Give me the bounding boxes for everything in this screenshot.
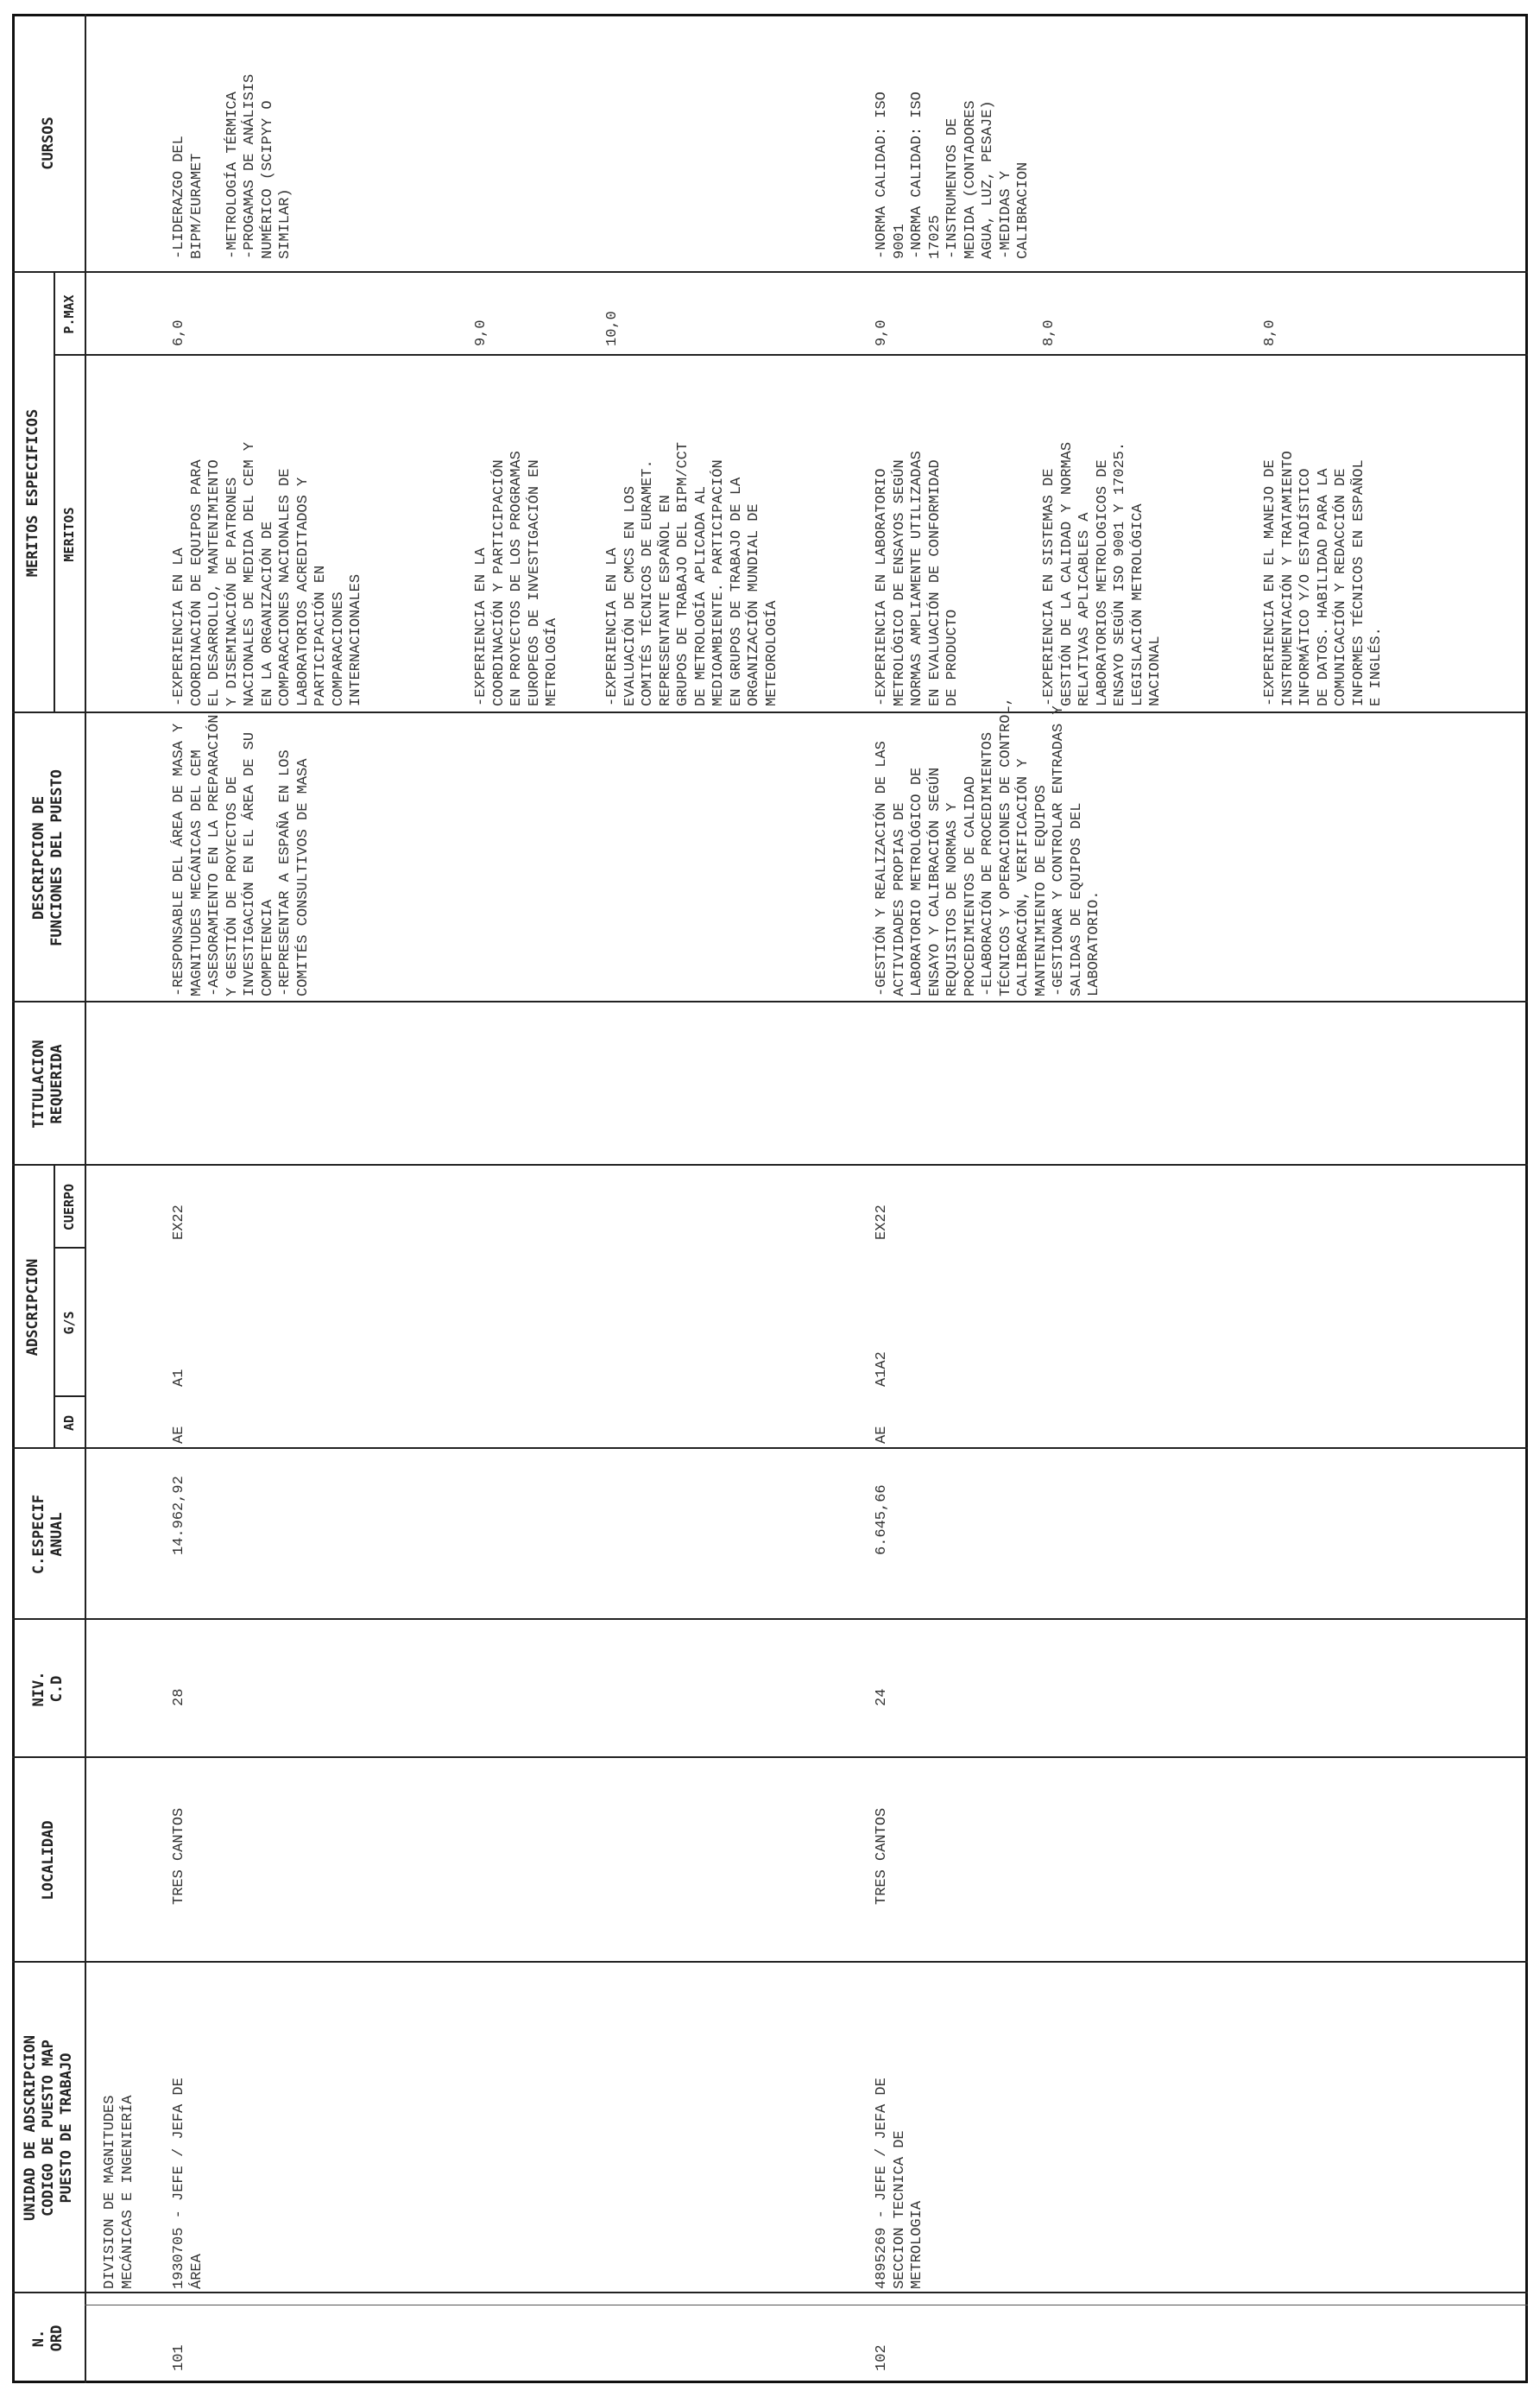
- row-101-merito-1: -EXPERIENCIA EN LA COORDINACIÓN DE EQUIPOS PARA EL DESARROLLO, MANTENIMIENTO Y DISEMINACIÓN DE PATRONES NACIONALES DE MEDIDA DEL CEM Y EN LA ORGANIZACIÓN DE COMPARACIONES NACIONALES DE LABORATORIOS ACREDITADOS Y PARTICIPACIÓN EN COMPARACIONES INTERNACIONALES: [171, 441, 364, 706]
- row-101-descripcion: -RESPONSABLE DEL ÁREA DE MASA Y MAGNITUDES MECÁNICAS DEL CEM -ASESORAMIENTO EN LA PREPARACIÓN Y GESTIÓN DE PROYECTOS DE INVESTIGACIÓN EN EL ÁREA DE SU COMPETENCIA -REPRESENTAR A ESPAÑA EN LOS COMITÉS CONSULTIVOS DE MASA: [171, 714, 312, 996]
- header-cursos: CURSOS: [39, 117, 57, 170]
- divider-n-ord: [12, 2292, 1528, 2293]
- divider-titulacion: [12, 1001, 1528, 1002]
- row-102-n-ord: 102: [874, 2344, 890, 2371]
- row-102-ad: AE: [874, 1426, 890, 1444]
- row-102-puesto: 4895269 - JEFE / JEFA DE SECCION TECNICA DE METROLOGIA: [874, 2078, 925, 2289]
- header-cuerpo: CUERPO: [60, 1183, 77, 1231]
- row-101-puesto: 1930705 - JEFE / JEFA DE ÁREA: [171, 2078, 205, 2289]
- divider-c-especif: [12, 1447, 1528, 1449]
- row-102-cuerpo: EX22: [874, 1205, 890, 1240]
- table-frame: [12, 14, 1528, 2383]
- row-101-gs: A1: [171, 1369, 187, 1387]
- row-102-pmax-1: 9,0: [874, 319, 890, 346]
- divider-meritos: [12, 271, 1528, 273]
- header-divider: [85, 14, 86, 2383]
- header-titulacion: TITULACION REQUERIDA: [30, 1040, 66, 1129]
- header-unit: UNIDAD DE ADSCRIPCION CODIGO DE PUESTO MAP PUESTO DE TRABAJO: [21, 2035, 75, 2221]
- row-102-merito-2: -EXPERIENCIA EN SISTEMAS DE GESTIÓN DE LA CALIDAD Y NORMAS RELATIVAS APLICABLES A LABORATORIOS METROLOGICOS DE ENSAYO SEGÚN ISO 9001 Y 17025. LEGISLACIÓN METROLÓGICA NACIONAL: [1041, 441, 1164, 706]
- row-101-localidad: TRES CANTOS: [171, 1807, 187, 1905]
- row-101-merito-2: -EXPERIENCIA EN LA COORDINACIÓN Y PARTICIPACIÓN EN PROYECTOS DE LOS PROGRAMAS EUROPEOS DE INVESTIGACIÓN EN METROLOGÍA: [473, 451, 560, 706]
- division-label: DIVISION DE MAGNITUDES MECÁNICAS E INGENIERÍA: [102, 2095, 136, 2289]
- row-102-pmax-2: 8,0: [1041, 319, 1057, 346]
- row-101-cuerpo: EX22: [171, 1205, 187, 1240]
- divider-descripcion: [12, 712, 1528, 713]
- divider-meritos-pmax: [54, 354, 1528, 356]
- header-localidad: LOCALIDAD: [39, 1820, 57, 1901]
- row-102-merito-3: -EXPERIENCIA EN EL MANEJO DE INSTRUMENTACIÓN Y TRATAMIENTO INFORMÁTICO Y/O ESTADÍSTICO DE DATOS. HABILIDAD PARA LA COMUNICACIÓN Y REDACCIÓN DE INFORMES TÉCNICOS EN ESPAÑOL E INGLÉS.: [1262, 451, 1385, 706]
- row-102-nivel: 24: [874, 1688, 890, 1706]
- row-102-c-especif: 6.645,66: [874, 1484, 890, 1555]
- divider-localidad: [12, 1756, 1528, 1758]
- divider-unit: [12, 1961, 1528, 1963]
- row-101-nivel: 28: [171, 1688, 187, 1706]
- header-n-ord: N. ORD: [30, 2324, 66, 2352]
- row-101-pmax-2: 9,0: [473, 319, 489, 346]
- row-102-localidad: TRES CANTOS: [874, 1807, 890, 1905]
- row-102-merito-1: -EXPERIENCIA EN LABORATORIO METROLÓGICO DE ENSAYOS SEGÚN NORMAS AMPLIAMENTE UTILIZADAS EN EVALUACIÓN DE CONFORMIDAD DE PRODUCTO: [874, 451, 961, 706]
- header-nivel: NIV. C.D: [30, 1671, 66, 1707]
- header-adscripcion: ADSCRIPCION: [23, 1258, 41, 1357]
- row-102-gs: A1A2: [874, 1351, 890, 1387]
- row-102-pmax-3: 8,0: [1262, 319, 1278, 346]
- row-101-pmax-1: 6,0: [171, 319, 187, 346]
- header-ad: AD: [60, 1414, 77, 1432]
- row-102-descripcion: -GESTIÓN Y REALIZACIÓN DE LAS ACTIVIDADES PROPIAS DE LABORATORIO METROLÓGICO DE ENSAYO Y CALIBRACIÓN SEGÚN REQUISITOS DE NORMAS Y PROCEDIMIENTOS DE CALIDAD -ELABORACIÓN DE PROCEDIMIENTOS TÉCNICOS Y OPERACIONES DE CONTROL, CALIBRACIÓN, VERIFICACIÓN Y MANTENIMIENTO DE EQUIPOS -GESTIONAR Y CONTROLAR ENTRADAS Y SALIDAS DE EQUIPOS DEL LABORATORIO.: [874, 697, 1102, 996]
- row-101-merito-3: -EXPERIENCIA EN LA EVALUACIÓN DE CMCS EN LOS COMITÉS TÉCNICOS DE EURAMET. REPRESENTANTE ESPAÑOL EN GRUPOS DE TRABAJO DEL BIPM/CCT DE METROLOGÍA APLICADA AL MEDIOAMBIENTE. PARTICIPACIÓN EN GRUPOS DE TRABAJO DE LA ORGANIZACIÓN MUNDIAL DE METEOROLOGÍA: [604, 441, 780, 706]
- divider-adscripcion: [12, 1164, 1528, 1166]
- header-descripcion: DESCRIPCION DE FUNCIONES DEL PUESTO: [30, 769, 66, 946]
- header-pmax: P.MAX: [60, 294, 77, 334]
- row-101-cursos: -LIDERAZGO DEL BIPM/EURAMET -METROLOGÍA TÉRMICA -PROGAMAS DE ANÁLISIS NUMÉRICO (SCIPYY O SIMILAR): [171, 73, 293, 259]
- row-101-pmax-3: 10,0: [604, 311, 621, 346]
- row-101-c-especif: 14.962,92: [171, 1476, 187, 1555]
- header-meritos: MERITOS: [60, 507, 77, 562]
- row-101-ad: AE: [171, 1426, 187, 1444]
- header-gs: G/S: [60, 1311, 77, 1335]
- divider-nivel: [12, 1618, 1528, 1620]
- header-c-especif: C.ESPECIF ANUAL: [30, 1494, 66, 1575]
- row-101-n-ord: 101: [171, 2344, 187, 2371]
- row-102-cursos: -NORMA CALIDAD: ISO 9001 -NORMA CALIDAD: ISO 17025 -INSTRUMENTOS DE MEDIDA (CONTADORES AGUA, LUZ, PESAJE) -MEDIDAS Y CALIBRACION: [874, 92, 1032, 259]
- header-meritos-especificos: MERITOS ESPECIFICOS: [23, 408, 41, 578]
